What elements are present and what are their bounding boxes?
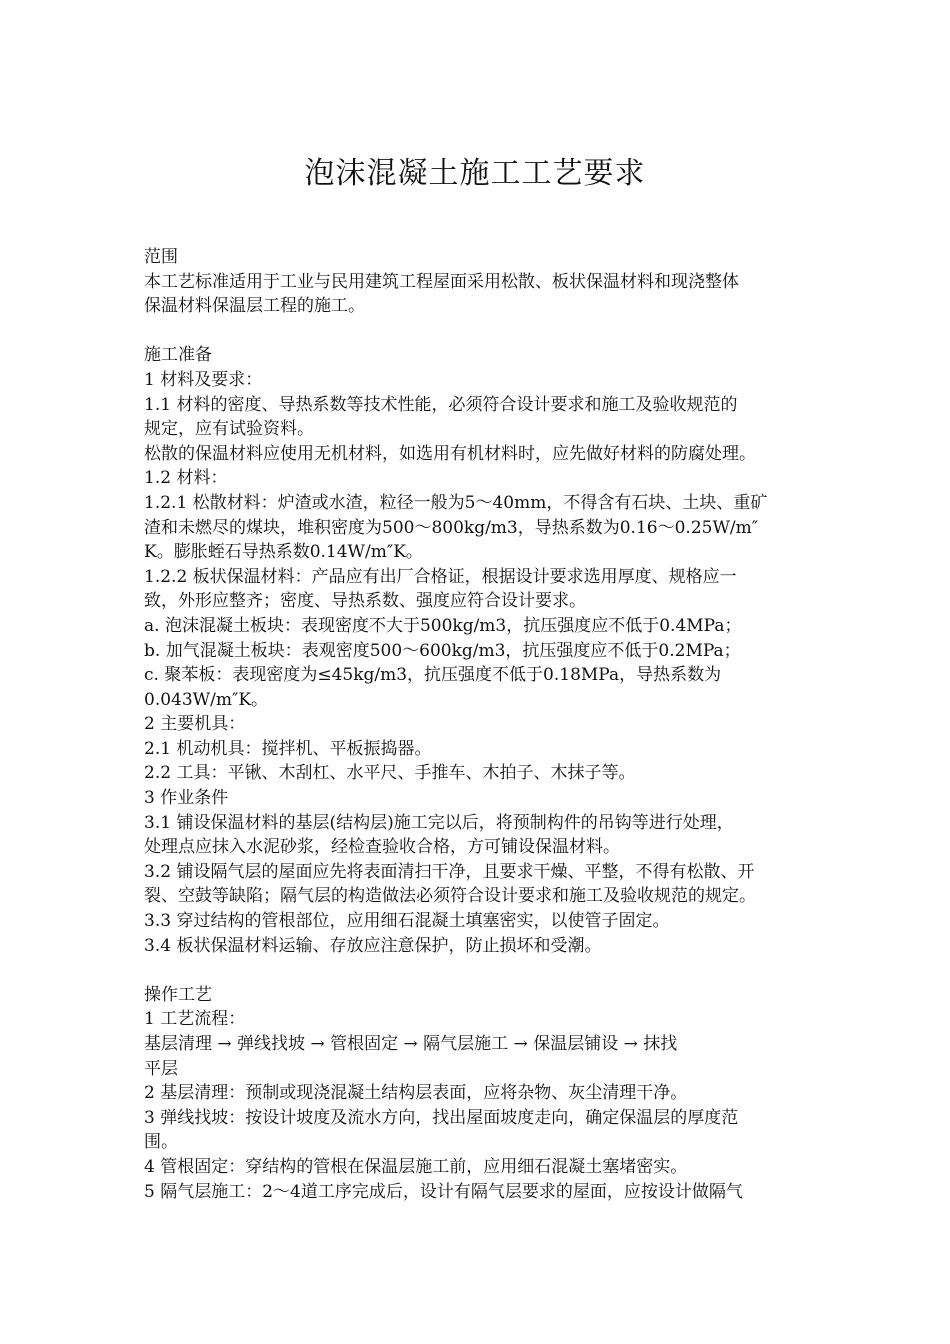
- text-line: 0.043W/m″K。: [144, 689, 269, 710]
- section-heading-process: 操作工艺: [144, 984, 212, 1005]
- text-line: 3.4 板状保温材料运输、存放应注意保护，防止损坏和受潮。: [144, 935, 602, 956]
- text-line: a. 泡沫混凝土板块：表现密度不大于500kg/m3，抗压强度应不低于0.4MPa；: [144, 615, 742, 636]
- text-line: 3.1 铺设保温材料的基层(结构层)施工完以后，将预制构件的吊钩等进行处理，: [144, 812, 734, 833]
- text-line: 1 工艺流程：: [144, 1009, 246, 1030]
- paragraph-gap: [144, 958, 824, 983]
- text-line: 3.2 铺设隔气层的屋面应先将表面清扫干净，且要求干燥、平整，不得有松散、开: [144, 861, 755, 882]
- text-line: 围。: [144, 1132, 178, 1153]
- text-line: 本工艺标准适用于工业与民用建筑工程屋面采用松散、板状保温材料和现浇整体: [144, 271, 739, 292]
- document-title: 泡沫混凝土施工工艺要求: [304, 156, 646, 191]
- paragraph-gap: [144, 319, 824, 344]
- text-line: c. 聚苯板：表现密度为≤45kg/m3，抗压强度不低于0.18MPa，导热系数为: [144, 665, 722, 686]
- text-line: 渣和未燃尽的煤块，堆积密度为500～800kg/m3，导热系数为0.16～0.25W/m″: [144, 517, 759, 538]
- text-line: 1 材料及要求：: [144, 369, 263, 390]
- text-line: 处理点应抹入水泥砂浆，经检查验收合格，方可铺设保温材料。: [144, 837, 620, 858]
- document-body: [144, 245, 824, 1204]
- text-line: 1.2 材料：: [144, 468, 228, 489]
- text-line: 规定，应有试验资料。: [144, 419, 314, 440]
- section-heading-scope: 范围: [144, 247, 178, 267]
- text-line: 2.1 机动机具：搅拌机、平板振捣器。: [144, 738, 432, 759]
- section-heading-preparation: 施工准备: [144, 345, 212, 366]
- text-line: b. 加气混凝土板块：表观密度500～600kg/m3，抗压强度应不低于0.2MPa；: [144, 640, 741, 661]
- text-line: 2 基层清理：预制或现浇混凝土结构层表面，应将杂物、灰尘清理干净。: [144, 1083, 688, 1104]
- text-line: 1.2.2 板状保温材料：产品应有出厂合格证，根据设计要求选用厚度、规格应一: [144, 566, 737, 587]
- text-line: K。膨胀蛭石导热系数0.14W/m″K。: [144, 542, 423, 563]
- text-line: 5 隔气层施工：2～4道工序完成后，设计有隔气层要求的屋面，应按设计做隔气: [144, 1181, 743, 1202]
- text-line: 致，外形应整齐；密度、导热系数、强度应符合设计要求。: [144, 591, 586, 612]
- text-line: 基层清理 → 弹线找坡 → 管根固定 → 隔气层施工 → 保温层铺设 → 抹找: [144, 1034, 678, 1054]
- text-line: 2 主要机具：: [144, 714, 246, 735]
- text-line: 1.2.1 松散材料：炉渣或水渣，粒径一般为5～40mm，不得含有石块、土块、重矿: [144, 492, 768, 513]
- text-line: 4 管根固定：穿结构的管根在保温层施工前，应用细石混凝土塞堵密实。: [144, 1156, 688, 1177]
- text-line: 裂、空鼓等缺陷；隔气层的构造做法必须符合设计要求和施工及验收规范的规定。: [144, 886, 756, 907]
- text-line: 平层: [144, 1058, 178, 1079]
- preparation-paragraphs: [144, 368, 824, 958]
- text-line: 3 弹线找坡：按设计坡度及流水方向，找出屋面坡度走向，确定保温层的厚度范: [144, 1107, 739, 1128]
- text-line: 松散的保温材料应使用无机材料，如选用有机材料时，应先做好材料的防腐处理。: [144, 443, 756, 464]
- text-line: 2.2 工具：平锹、木刮杠、水平尺、手推车、木拍子、木抹子等。: [144, 763, 636, 784]
- text-line: 3.3 穿过结构的管根部位，应用细石混凝土填塞密实，以使管子固定。: [144, 911, 670, 932]
- scope-paragraph: [144, 270, 824, 319]
- text-line: 保温材料保温层工程的施工。: [144, 296, 365, 317]
- text-line: 3 作业条件: [144, 788, 229, 809]
- text-line: 1.1 材料的密度、导热系数等技术性能，必须符合设计要求和施工及验收规范的: [144, 394, 738, 415]
- process-paragraphs: [144, 1007, 824, 1204]
